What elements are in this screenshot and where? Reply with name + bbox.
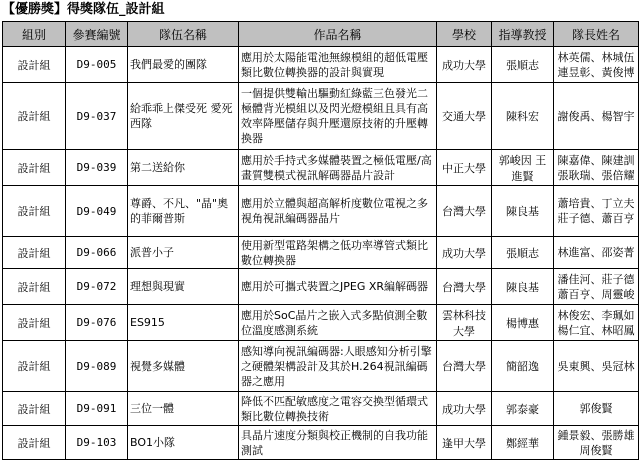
cell-leader: 郭俊賢 [554,392,639,426]
cell-leader: 潘佳河、莊子德 蕭百亨、周靈峻 [554,269,639,305]
cell-code: D9-039 [66,150,128,186]
cell-group: 設計組 [3,150,66,186]
cell-work: 具晶片速度分類與校正機制的自我功能測試 [239,426,437,460]
cell-group: 設計組 [3,83,66,150]
cell-leader: 吳東興、吳冠林 [554,341,639,392]
table-row [3,237,639,269]
cell-work: 降低不匹配敏感度之電容交換型循環式類比數位轉換技術 [239,392,437,426]
cell-advisor: 簡韶逸 [492,341,554,392]
cell-code: D9-066 [66,237,128,269]
cell-advisor: 陳科宏 [492,83,554,150]
cell-code: D9-037 [66,83,128,150]
cell-school: 成功大學 [437,237,492,269]
cell-leader: 蕭培貴、丁立夫 莊子德、蕭百亨 [554,186,639,237]
table-row [3,83,639,150]
cell-leader: 林俊宏、李珮如 楊仁宜、林昭鳳 [554,305,639,341]
header-school: 學校 [437,22,492,47]
cell-school: 逢甲大學 [437,426,492,460]
cell-group: 設計組 [3,426,66,460]
cell-code: D9-076 [66,305,128,341]
cell-advisor: 張順志 [492,237,554,269]
header-work: 作品名稱 [239,22,437,47]
cell-code: D9-091 [66,392,128,426]
cell-code: D9-049 [66,186,128,237]
cell-school: 台灣大學 [437,186,492,237]
header-code: 參賽編號 [66,22,128,47]
cell-team: 視覺多媒體 [128,341,239,392]
cell-advisor: 郭泰豪 [492,392,554,426]
cell-school: 交通大學 [437,83,492,150]
cell-code: D9-089 [66,341,128,392]
cell-school: 成功大學 [437,47,492,83]
cell-team: ES915 [128,305,239,341]
cell-work: 應用於可攜式裝置之JPEG XR編解碼器 [239,269,437,305]
table-row [3,269,639,305]
cell-advisor: 郭峻因 王進賢 [492,150,554,186]
cell-team: 派普小子 [128,237,239,269]
cell-advisor: 鄭經華 [492,426,554,460]
page-title: 【優勝獎】得獎隊伍_設計組 [2,2,165,17]
table-row [3,341,639,392]
table-row [3,150,639,186]
cell-leader: 鍾景毅、張勝雄 周俊賢 [554,426,639,460]
table-header-row [3,22,639,47]
header-group: 組別 [3,22,66,47]
header-leader: 隊長姓名 [554,22,639,47]
cell-team: 三位一體 [128,392,239,426]
cell-group: 設計組 [3,305,66,341]
cell-advisor: 楊博惠 [492,305,554,341]
table-row [3,47,639,83]
cell-group: 設計組 [3,341,66,392]
cell-school: 雲林科技大學 [437,305,492,341]
cell-group: 設計組 [3,269,66,305]
cell-work: 使用新型電路架構之低功率導管式類比數位轉換器 [239,237,437,269]
table-row [3,426,639,460]
cell-leader: 林英儒、林城伍 連昱彰、黃俊博 [554,47,639,83]
cell-work: 應用於手持式多媒體裝置之極低電壓/高畫質雙模式視訊解碼器晶片設計 [239,150,437,186]
cell-advisor: 陳良基 [492,186,554,237]
cell-group: 設計組 [3,186,66,237]
cell-group: 設計組 [3,47,66,83]
cell-group: 設計組 [3,237,66,269]
cell-team: 理想與現實 [128,269,239,305]
cell-code: D9-103 [66,426,128,460]
cell-code: D9-005 [66,47,128,83]
cell-school: 中正大學 [437,150,492,186]
cell-code: D9-072 [66,269,128,305]
table-row [3,186,639,237]
cell-team: 我們最愛的團隊 [128,47,239,83]
cell-school: 台灣大學 [437,269,492,305]
cell-work: 應用於太陽能電池無線模組的超低電壓類比數位轉換器的設計與實現 [239,47,437,83]
cell-team: 尊爵、不凡、"晶"奧的菲爾普斯 [128,186,239,237]
header-advisor: 指導教授 [492,22,554,47]
cell-team: BO1小隊 [128,426,239,460]
table-row [3,305,639,341]
cell-work: 一個提供雙輸出驅動紅綠藍三色發光二極體背光模組以及閃光燈模組且具有高效率降壓儲存與升壓還原技術的升壓轉換器 [239,83,437,150]
header-team: 隊伍名稱 [128,22,239,47]
cell-group: 設計組 [3,392,66,426]
table-row [3,392,639,426]
cell-work: 感知導向視訊編碼器:人眼感知分析引擎之硬體架構設計及其於H.264視訊編碼器之應用 [239,341,437,392]
cell-leader: 陳嘉偉、陳建訓 張耿瑞、張倍耀 [554,150,639,186]
cell-school: 成功大學 [437,392,492,426]
cell-school: 台灣大學 [437,341,492,392]
cell-team: 第二送給你 [128,150,239,186]
cell-work: 應用於SoC晶片之嵌入式多點偵測全數位溫度感測系統 [239,305,437,341]
cell-team: 給乖乖上傑受死 愛死西隊 [128,83,239,150]
awards-table [2,21,639,460]
cell-leader: 謝俊禹、楊智宇 [554,83,639,150]
cell-leader: 林進富、邵姿菁 [554,237,639,269]
cell-advisor: 陳良基 [492,269,554,305]
cell-work: 應用於立體與超高解析度數位電視之多視角視訊編碼器晶片 [239,186,437,237]
cell-advisor: 張順志 [492,47,554,83]
